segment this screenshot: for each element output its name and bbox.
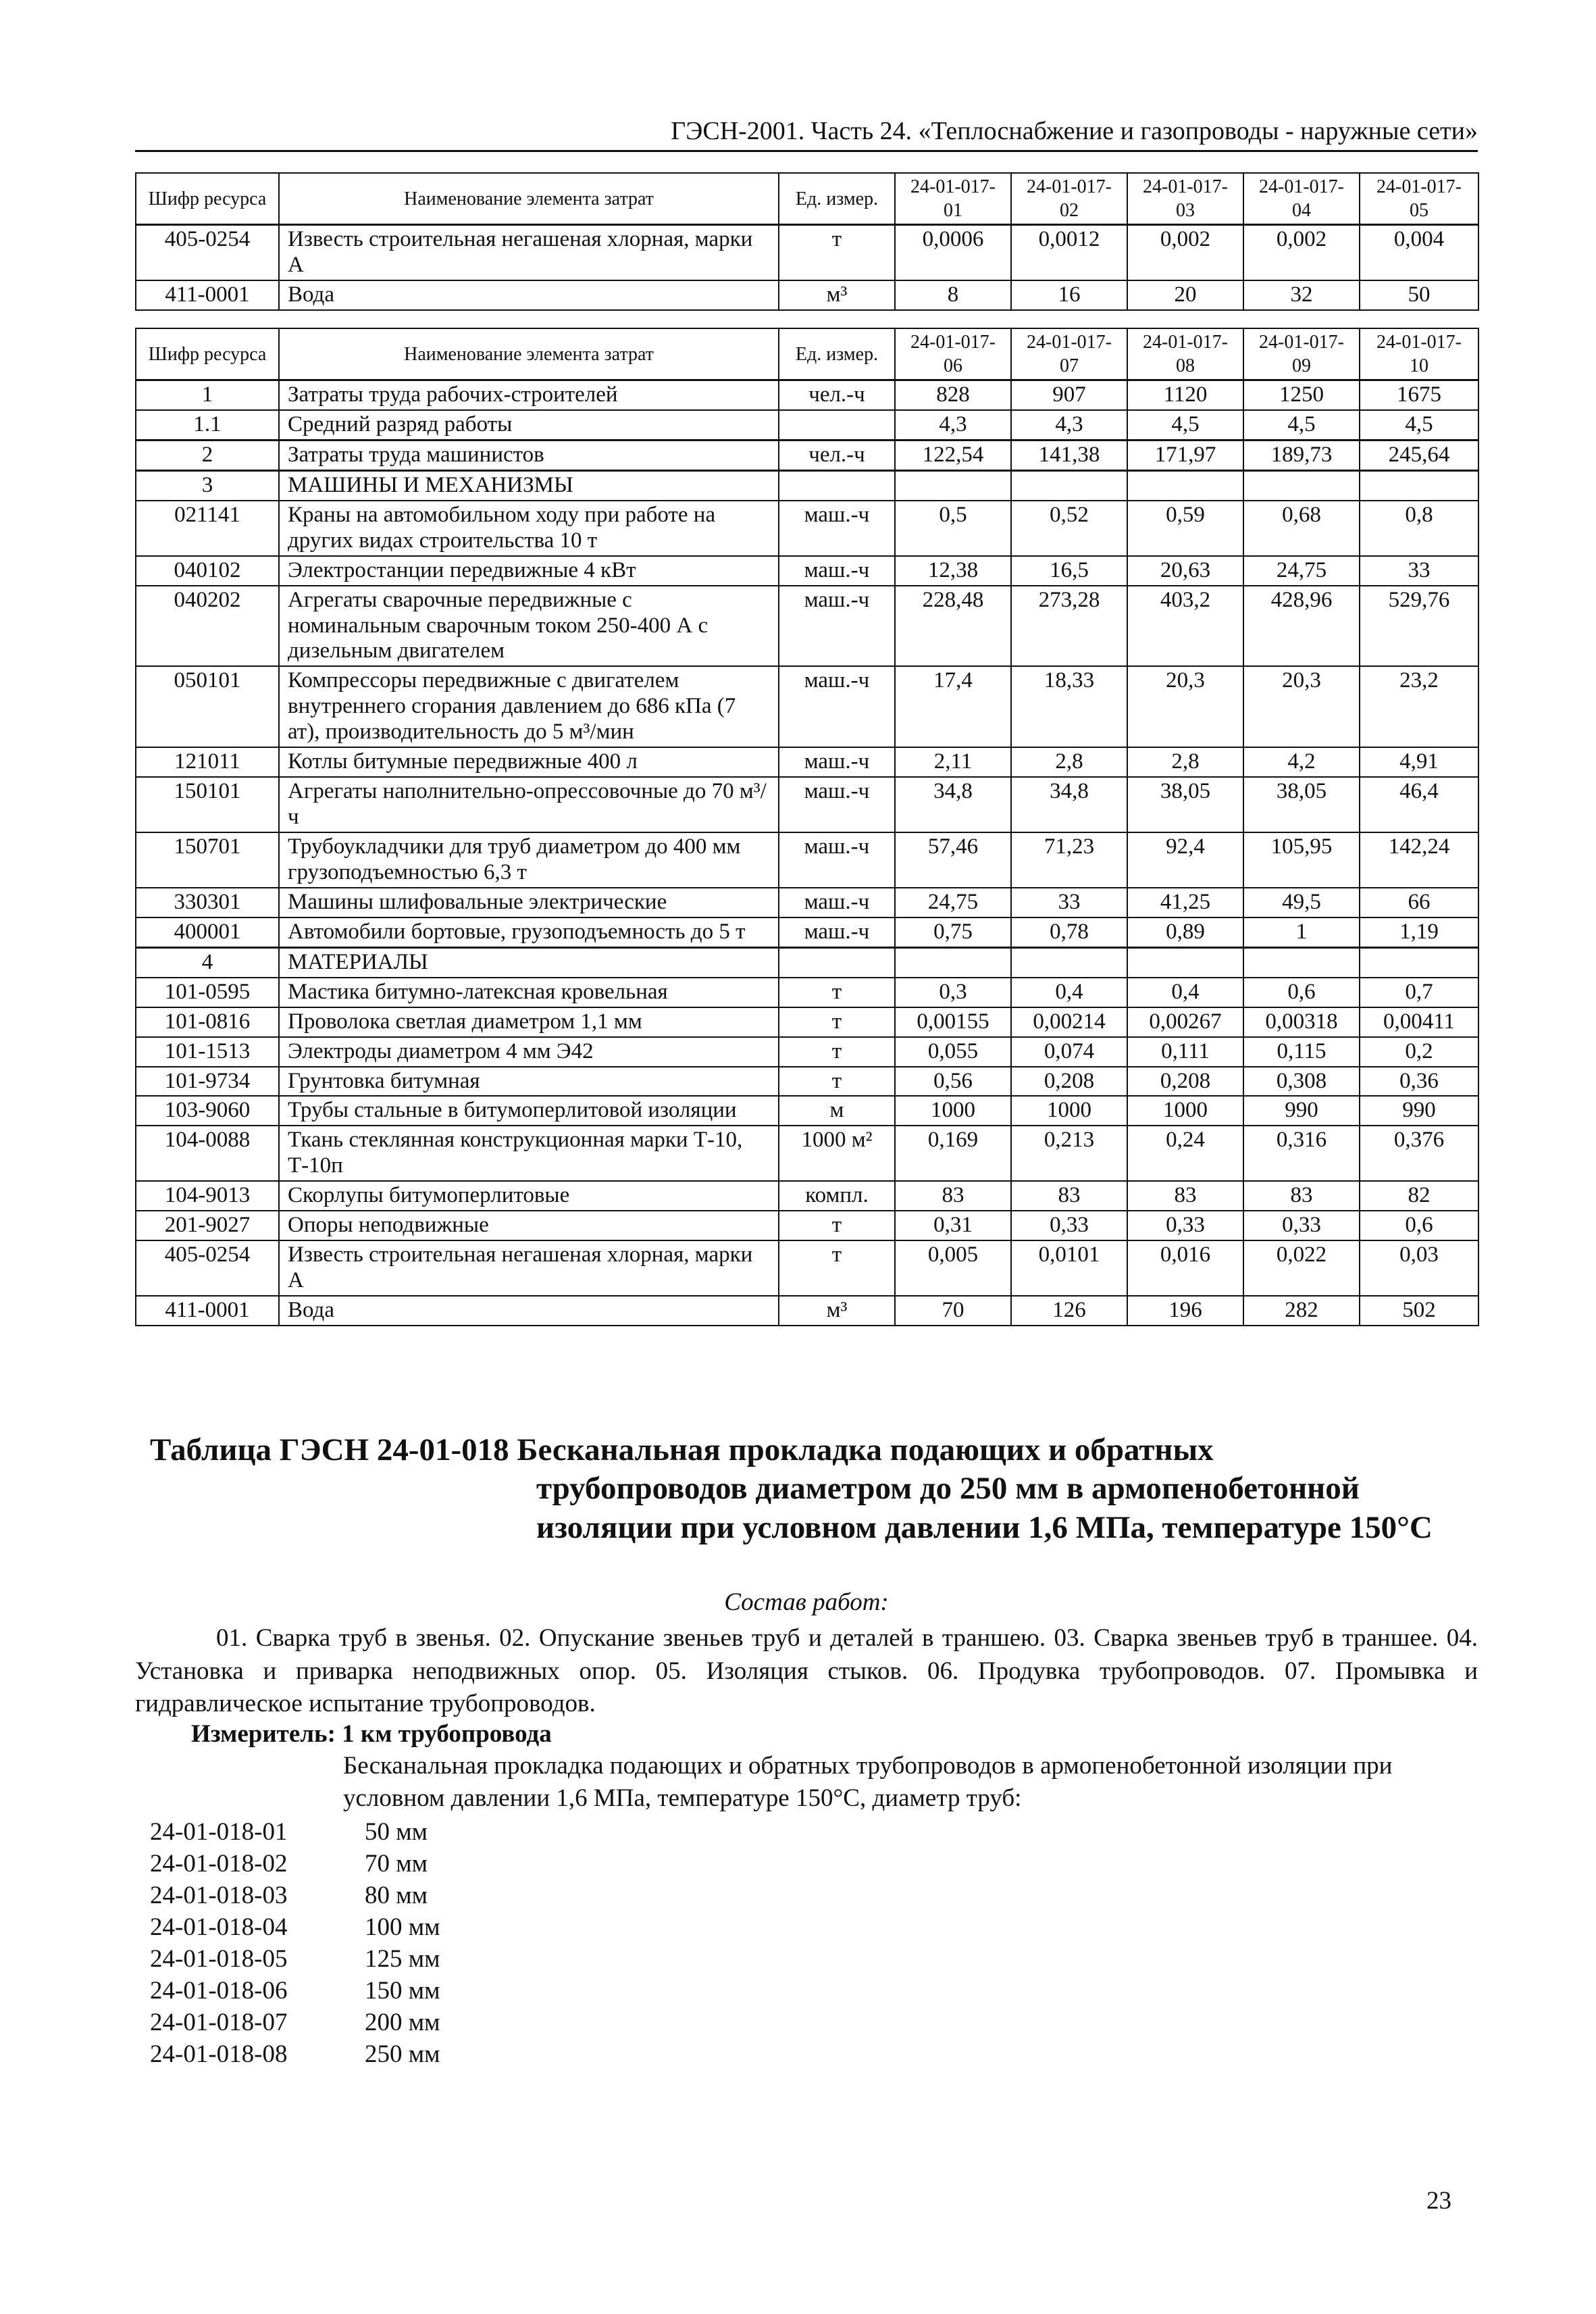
resource-code: 4 <box>136 947 279 977</box>
table-2-body <box>136 380 1478 1326</box>
norm-value <box>1127 470 1243 500</box>
resource-code: 411-0001 <box>136 1296 279 1326</box>
resource-unit: м³ <box>779 280 895 310</box>
norm-code-row <box>150 2007 440 2038</box>
resource-unit: м <box>779 1096 895 1126</box>
col-norm-header: 24-01-017-01 <box>895 173 1011 225</box>
norm-value: 228,48 <box>895 586 1011 667</box>
norm-value: 0,004 <box>1360 225 1478 280</box>
table-1-body <box>136 225 1478 310</box>
resource-code: 400001 <box>136 917 279 947</box>
norm-value: 46,4 <box>1360 777 1478 832</box>
resource-code: 1.1 <box>136 410 279 440</box>
norm-value: 20 <box>1127 280 1243 310</box>
resource-name: Известь строительная негашеная хлорная, марки А <box>279 1240 779 1296</box>
norm-value: 990 <box>1360 1096 1478 1126</box>
norm-value: 32 <box>1243 280 1360 310</box>
resource-unit: т <box>779 1211 895 1240</box>
norm-value: 403,2 <box>1127 586 1243 667</box>
norm-value: 0,00318 <box>1243 1007 1360 1037</box>
resource-name: Вода <box>279 1296 779 1326</box>
section-title-line1: Таблица ГЭСН 24-01-018 Бесканальная прокладка подающих и обратных <box>150 1432 1214 1467</box>
resource-name: Затраты труда рабочих-строителей <box>279 380 779 410</box>
resource-name: Известь строительная негашеная хлорная, марки А <box>279 225 779 280</box>
resource-name: Агрегаты сварочные передвижные с номинальным сварочным током 250-400 А с дизельным двигателем <box>279 586 779 667</box>
col-name-header: Наименование элемента затрат <box>279 328 779 380</box>
norm-value: 0,52 <box>1011 501 1127 556</box>
resource-unit: м³ <box>779 1296 895 1326</box>
resource-unit: т <box>779 1037 895 1067</box>
norm-value: 122,54 <box>895 440 1011 470</box>
norm-value: 50 <box>1360 280 1478 310</box>
norm-value: 0,002 <box>1243 225 1360 280</box>
norm-value: 0,33 <box>1127 1211 1243 1240</box>
table-row <box>136 1067 1478 1097</box>
resource-code: 021141 <box>136 501 279 556</box>
norm-value: 38,05 <box>1243 777 1360 832</box>
resource-code: 411-0001 <box>136 280 279 310</box>
norm-value: 0,5 <box>895 501 1011 556</box>
norm-value: 34,8 <box>895 777 1011 832</box>
norm-value: 33 <box>1011 888 1127 917</box>
norm-value: 0,36 <box>1360 1067 1478 1097</box>
norm-value <box>1243 470 1360 500</box>
norm-code: 24-01-018-01 <box>150 1818 288 1846</box>
col-norm-header: 24-01-017-10 <box>1360 328 1478 380</box>
pipe-diameter: 50 мм <box>365 1818 428 1846</box>
resource-unit <box>779 410 895 440</box>
norm-value: 0,00214 <box>1011 1007 1127 1037</box>
resource-table-2 <box>135 328 1479 1326</box>
norm-value: 0,89 <box>1127 917 1243 947</box>
pipe-diameter: 150 мм <box>365 1977 440 2005</box>
resource-code: 103-9060 <box>136 1096 279 1126</box>
resource-name: Котлы битумные передвижные 400 л <box>279 747 779 777</box>
norm-value: 0,005 <box>895 1240 1011 1296</box>
norm-value: 0,169 <box>895 1126 1011 1181</box>
norm-value: 33 <box>1360 556 1478 586</box>
table-row <box>136 888 1478 917</box>
resource-code: 2 <box>136 440 279 470</box>
norm-value: 4,3 <box>1011 410 1127 440</box>
norm-value: 0,6 <box>1243 978 1360 1007</box>
norm-value: 0,03 <box>1360 1240 1478 1296</box>
table-row <box>136 225 1478 280</box>
norm-code-row <box>150 1911 440 1943</box>
resource-unit: т <box>779 1007 895 1037</box>
table-row <box>136 777 1478 832</box>
norm-value: 0,31 <box>895 1211 1011 1240</box>
composition-text: 01. Сварка труб в звенья. 02. Опускание звеньев труб и деталей в траншею. 03. Сварка звеньев труб в траншее. 04. Установка и приварка неподвижных опор. 05. Изоляция стыков. 06. Продувка трубопроводов. 07. Промывка и гидравлическое испытание трубопроводов. <box>135 1624 1478 1718</box>
table-row <box>136 1096 1478 1126</box>
norm-value: 0,7 <box>1360 978 1478 1007</box>
resource-code: 050101 <box>136 666 279 747</box>
norm-value: 0,208 <box>1011 1067 1127 1097</box>
norm-value: 17,4 <box>895 666 1011 747</box>
table-row <box>136 917 1478 947</box>
norm-value: 38,05 <box>1127 777 1243 832</box>
norm-value: 0,8 <box>1360 501 1478 556</box>
col-unit-header: Ед. измер. <box>779 173 895 225</box>
col-norm-header: 24-01-017-03 <box>1127 173 1243 225</box>
resource-unit: компл. <box>779 1181 895 1211</box>
norm-value: 2,8 <box>1127 747 1243 777</box>
norm-value: 189,73 <box>1243 440 1360 470</box>
norm-value: 83 <box>895 1181 1011 1211</box>
norm-value: 57,46 <box>895 832 1011 888</box>
norm-value: 12,38 <box>895 556 1011 586</box>
composition-caption: Состав работ: <box>724 1588 889 1616</box>
table-row <box>136 1296 1478 1326</box>
resource-name: Агрегаты наполнительно-опрессовочные до 70 м³/ч <box>279 777 779 832</box>
norm-value: 0,75 <box>895 917 1011 947</box>
table-row <box>136 1037 1478 1067</box>
norm-value: 0,2 <box>1360 1037 1478 1067</box>
norm-code: 24-01-018-07 <box>150 2009 288 2036</box>
composition-block <box>135 1586 1478 1721</box>
resource-code: 405-0254 <box>136 225 279 280</box>
norm-code-row <box>150 1848 440 1880</box>
norm-value <box>1011 947 1127 977</box>
page-number: 23 <box>1426 2187 1451 2215</box>
table-row <box>136 410 1478 440</box>
norm-value: 82 <box>1360 1181 1478 1211</box>
norm-value: 0,0006 <box>895 225 1011 280</box>
resource-unit: маш.-ч <box>779 777 895 832</box>
resource-name: Автомобили бортовые, грузоподъемность до 5 т <box>279 917 779 947</box>
norm-value: 4,5 <box>1360 410 1478 440</box>
norm-value <box>895 470 1011 500</box>
table-row <box>136 440 1478 470</box>
table-row <box>136 1007 1478 1037</box>
resource-name: Электроды диаметром 4 мм Э42 <box>279 1037 779 1067</box>
resource-code: 040202 <box>136 586 279 667</box>
norm-value: 282 <box>1243 1296 1360 1326</box>
norm-value: 0,33 <box>1243 1211 1360 1240</box>
norm-value: 4,3 <box>895 410 1011 440</box>
resource-code: 330301 <box>136 888 279 917</box>
resource-name: Электростанции передвижные 4 кВт <box>279 556 779 586</box>
norm-value: 0,055 <box>895 1037 1011 1067</box>
resource-unit <box>779 947 895 977</box>
table-row <box>136 280 1478 310</box>
norm-value: 20,63 <box>1127 556 1243 586</box>
resource-unit: маш.-ч <box>779 747 895 777</box>
norm-code-list <box>150 1816 440 2070</box>
norm-code: 24-01-018-02 <box>150 1850 288 1878</box>
resource-unit: маш.-ч <box>779 832 895 888</box>
norm-value: 4,5 <box>1127 410 1243 440</box>
col-norm-header: 24-01-017-08 <box>1127 328 1243 380</box>
table-row <box>136 947 1478 977</box>
resource-name: Грунтовка битумная <box>279 1067 779 1097</box>
running-header: ГЭСН-2001. Часть 24. «Теплоснабжение и газопроводы - наружные сети» <box>135 116 1478 152</box>
norm-value: 1250 <box>1243 380 1360 410</box>
norm-value: 1000 <box>1011 1096 1127 1126</box>
resource-name: Компрессоры передвижные с двигателем внутреннего сгорания давлением до 686 кПа (7 ат), производительность до 5 м³/мин <box>279 666 779 747</box>
table-row <box>136 978 1478 1007</box>
norm-code: 24-01-018-08 <box>150 2040 288 2068</box>
norm-value <box>1011 470 1127 500</box>
norm-value: 41,25 <box>1127 888 1243 917</box>
norm-value: 0,3 <box>895 978 1011 1007</box>
norm-value: 502 <box>1360 1296 1478 1326</box>
pipe-diameter: 200 мм <box>365 2009 440 2036</box>
norm-value <box>1127 947 1243 977</box>
resource-unit: маш.-ч <box>779 501 895 556</box>
norm-value: 0,00411 <box>1360 1007 1478 1037</box>
norm-value: 529,76 <box>1360 586 1478 667</box>
norm-value: 1 <box>1243 917 1360 947</box>
col-norm-header: 24-01-017-09 <box>1243 328 1360 380</box>
resource-unit: маш.-ч <box>779 666 895 747</box>
norm-value: 0,33 <box>1011 1211 1127 1240</box>
norm-code: 24-01-018-06 <box>150 1977 288 2005</box>
norm-value <box>1360 470 1478 500</box>
norm-description: Бесканальная прокладка подающих и обратных трубопроводов в армопенобетонной изоляции при условном давлении 1,6 МПа, температуре 150°С, диаметр труб: <box>343 1752 1393 1813</box>
resource-code: 121011 <box>136 747 279 777</box>
pipe-diameter: 250 мм <box>365 2040 440 2068</box>
norm-value: 2,11 <box>895 747 1011 777</box>
norm-value: 907 <box>1011 380 1127 410</box>
resource-name: МАТЕРИАЛЫ <box>279 947 779 977</box>
norm-value: 0,4 <box>1127 978 1243 1007</box>
resource-code: 101-0595 <box>136 978 279 1007</box>
norm-value: 71,23 <box>1011 832 1127 888</box>
norm-value: 24,75 <box>1243 556 1360 586</box>
pipe-diameter: 80 мм <box>365 1882 428 1909</box>
pipe-diameter: 70 мм <box>365 1850 428 1878</box>
norm-value: 0,4 <box>1011 978 1127 1007</box>
norm-value: 2,8 <box>1011 747 1127 777</box>
table-row <box>136 666 1478 747</box>
table-row <box>136 1240 1478 1296</box>
table-row <box>136 470 1478 500</box>
norm-value: 1675 <box>1360 380 1478 410</box>
norm-code-row <box>150 1975 440 2007</box>
table-row <box>136 586 1478 667</box>
norm-value: 0,074 <box>1011 1037 1127 1067</box>
norm-value: 23,2 <box>1360 666 1478 747</box>
resource-code: 201-9027 <box>136 1211 279 1240</box>
resource-name: МАШИНЫ И МЕХАНИЗМЫ <box>279 470 779 500</box>
table-row <box>136 556 1478 586</box>
col-unit-header: Ед. измер. <box>779 328 895 380</box>
resource-code: 405-0254 <box>136 1240 279 1296</box>
norm-code-row <box>150 1816 440 1848</box>
norm-value: 0,6 <box>1360 1211 1478 1240</box>
section-title-rest: трубопроводов диаметром до 250 мм в армопенобетонной изоляции при условном давлении 1,6 МПа, температуре 150°С <box>536 1471 1433 1545</box>
norm-value: 0,0012 <box>1011 225 1127 280</box>
resource-name: Ткань стеклянная конструкционная марки Т-10, Т-10п <box>279 1126 779 1181</box>
resource-name: Трубоукладчики для труб диаметром до 400 мм грузоподъемностью 6,3 т <box>279 832 779 888</box>
norm-value: 0,115 <box>1243 1037 1360 1067</box>
resource-code: 104-9013 <box>136 1181 279 1211</box>
table-row <box>136 747 1478 777</box>
norm-value: 4,5 <box>1243 410 1360 440</box>
table-row <box>136 832 1478 888</box>
pipe-diameter: 100 мм <box>365 1913 440 1941</box>
resource-unit: т <box>779 978 895 1007</box>
norm-value: 990 <box>1243 1096 1360 1126</box>
resource-name: Машины шлифовальные электрические <box>279 888 779 917</box>
resource-code: 040102 <box>136 556 279 586</box>
resource-unit: маш.-ч <box>779 556 895 586</box>
norm-value: 1120 <box>1127 380 1243 410</box>
measure-unit: Измеритель: 1 км трубопровода <box>191 1720 552 1748</box>
norm-code: 24-01-018-03 <box>150 1882 288 1909</box>
table-row <box>136 1181 1478 1211</box>
resource-name: Проволока светлая диаметром 1,1 мм <box>279 1007 779 1037</box>
resource-code: 101-1513 <box>136 1037 279 1067</box>
norm-code: 24-01-018-05 <box>150 1945 288 1973</box>
resource-unit: т <box>779 225 895 280</box>
norm-value: 105,95 <box>1243 832 1360 888</box>
section-title <box>150 1431 1433 1547</box>
norm-value <box>895 947 1011 977</box>
norm-value <box>1360 947 1478 977</box>
norm-value: 70 <box>895 1296 1011 1326</box>
norm-value: 126 <box>1011 1296 1127 1326</box>
resource-code: 104-0088 <box>136 1126 279 1181</box>
resource-unit: т <box>779 1067 895 1097</box>
norm-value: 1000 <box>895 1096 1011 1126</box>
norm-value: 273,28 <box>1011 586 1127 667</box>
norm-value: 0,00267 <box>1127 1007 1243 1037</box>
norm-value: 49,5 <box>1243 888 1360 917</box>
norm-value: 1000 <box>1127 1096 1243 1126</box>
resource-unit: маш.-ч <box>779 586 895 667</box>
norm-value: 0,376 <box>1360 1126 1478 1181</box>
norm-value: 0,56 <box>895 1067 1011 1097</box>
norm-value: 141,38 <box>1011 440 1127 470</box>
resource-unit: т <box>779 1240 895 1296</box>
norm-value: 4,2 <box>1243 747 1360 777</box>
col-code-header: Шифр ресурса <box>136 173 279 225</box>
resource-name: Трубы стальные в битумоперлитовой изоляции <box>279 1096 779 1126</box>
norm-value: 4,91 <box>1360 747 1478 777</box>
norm-value: 24,75 <box>895 888 1011 917</box>
resource-unit: маш.-ч <box>779 888 895 917</box>
col-norm-header: 24-01-017-06 <box>895 328 1011 380</box>
norm-value: 828 <box>895 380 1011 410</box>
norm-value: 0,68 <box>1243 501 1360 556</box>
resource-code: 101-9734 <box>136 1067 279 1097</box>
norm-value: 171,97 <box>1127 440 1243 470</box>
resource-name: Опоры неподвижные <box>279 1211 779 1240</box>
norm-value: 20,3 <box>1127 666 1243 747</box>
norm-value: 0,002 <box>1127 225 1243 280</box>
resource-name: Мастика битумно-латексная кровельная <box>279 978 779 1007</box>
norm-value: 0,111 <box>1127 1037 1243 1067</box>
norm-value: 0,308 <box>1243 1067 1360 1097</box>
norm-value: 196 <box>1127 1296 1243 1326</box>
resource-name: Скорлупы битумоперлитовые <box>279 1181 779 1211</box>
resource-unit: 1000 м² <box>779 1126 895 1181</box>
norm-value: 0,00155 <box>895 1007 1011 1037</box>
col-norm-header: 24-01-017-07 <box>1011 328 1127 380</box>
norm-value: 0,0101 <box>1011 1240 1127 1296</box>
norm-value: 0,208 <box>1127 1067 1243 1097</box>
norm-code-row <box>150 1880 440 1911</box>
norm-value: 34,8 <box>1011 777 1127 832</box>
resource-unit: чел.-ч <box>779 380 895 410</box>
col-norm-header: 24-01-017-04 <box>1243 173 1360 225</box>
col-code-header: Шифр ресурса <box>136 328 279 380</box>
norm-value: 0,213 <box>1011 1126 1127 1181</box>
table-row <box>136 380 1478 410</box>
resource-code: 1 <box>136 380 279 410</box>
norm-value: 0,316 <box>1243 1126 1360 1181</box>
norm-code-row <box>150 1943 440 1975</box>
resource-name: Краны на автомобильном ходу при работе на других видах строительства 10 т <box>279 501 779 556</box>
norm-value: 0,24 <box>1127 1126 1243 1181</box>
resource-code: 3 <box>136 470 279 500</box>
norm-value: 0,016 <box>1127 1240 1243 1296</box>
norm-value: 0,022 <box>1243 1240 1360 1296</box>
resource-name: Средний разряд работы <box>279 410 779 440</box>
norm-value: 245,64 <box>1360 440 1478 470</box>
norm-value: 92,4 <box>1127 832 1243 888</box>
resource-table-1 <box>135 172 1479 311</box>
norm-value: 8 <box>895 280 1011 310</box>
pipe-diameter: 125 мм <box>365 1945 440 1973</box>
norm-value <box>1243 947 1360 977</box>
resource-name: Вода <box>279 280 779 310</box>
norm-value: 83 <box>1011 1181 1127 1211</box>
norm-value: 16,5 <box>1011 556 1127 586</box>
resource-unit: чел.-ч <box>779 440 895 470</box>
norm-value: 16 <box>1011 280 1127 310</box>
norm-value: 0,78 <box>1011 917 1127 947</box>
resource-unit <box>779 470 895 500</box>
norm-value: 83 <box>1243 1181 1360 1211</box>
norm-value: 18,33 <box>1011 666 1127 747</box>
norm-value: 1,19 <box>1360 917 1478 947</box>
col-norm-header: 24-01-017-02 <box>1011 173 1127 225</box>
norm-code-row <box>150 2038 440 2070</box>
resource-code: 150701 <box>136 832 279 888</box>
resource-code: 101-0816 <box>136 1007 279 1037</box>
norm-value: 142,24 <box>1360 832 1478 888</box>
norm-value: 66 <box>1360 888 1478 917</box>
resource-name: Затраты труда машинистов <box>279 440 779 470</box>
norm-value: 428,96 <box>1243 586 1360 667</box>
table-row <box>136 501 1478 556</box>
norm-value: 20,3 <box>1243 666 1360 747</box>
norm-value: 83 <box>1127 1181 1243 1211</box>
table-row <box>136 1126 1478 1181</box>
resource-unit: маш.-ч <box>779 917 895 947</box>
resource-code: 150101 <box>136 777 279 832</box>
norm-code: 24-01-018-04 <box>150 1913 288 1941</box>
col-norm-header: 24-01-017-05 <box>1360 173 1478 225</box>
table-row <box>136 1211 1478 1240</box>
col-name-header: Наименование элемента затрат <box>279 173 779 225</box>
norm-value: 0,59 <box>1127 501 1243 556</box>
